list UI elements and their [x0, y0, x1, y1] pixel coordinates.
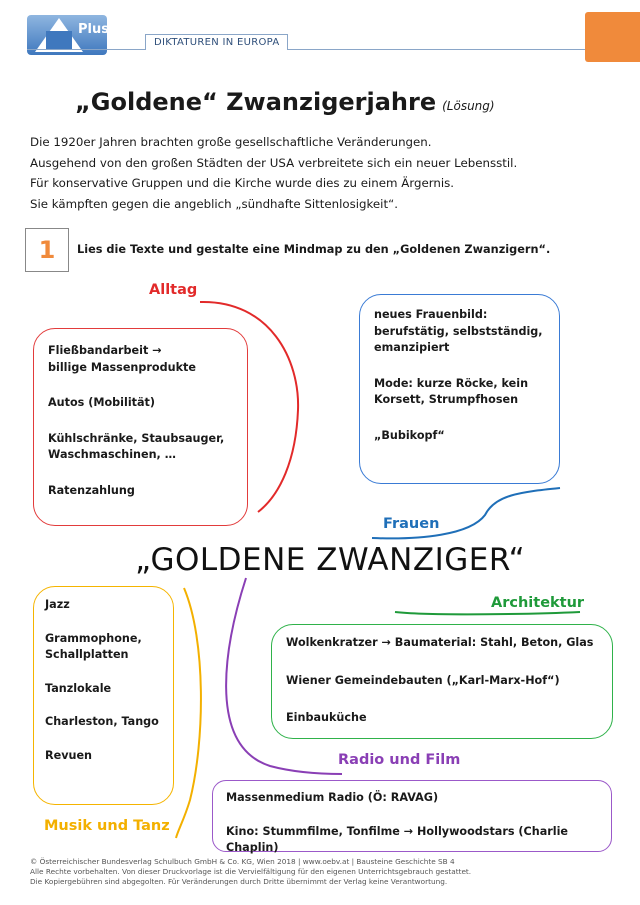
intro-line: Für konservative Gruppen und die Kirche wurde dies zu einem Ärgernis. — [30, 176, 455, 190]
task-number: 1 — [25, 228, 69, 272]
list-item: Mode: kurze Röcke, kein Korsett, Strumpfhosen — [374, 376, 529, 406]
intro-line: Die 1920er Jahren brachten große gesellschaftliche Veränderungen. — [30, 135, 432, 149]
footer-line: Die Kopiergebühren sind abgegolten. Für Veränderungen durch Dritte übernimmt der Verlag keine Verantwortung. — [30, 876, 448, 886]
alltag-box — [33, 328, 248, 526]
task-instruction: Lies die Texte und gestalte eine Mindmap zu den „Goldenen Zwanzigern“. — [77, 243, 551, 256]
list-item: Wiener Gemeindebauten („Karl-Marx-Hof“) — [286, 673, 560, 687]
branch-label-radio: Radio und Film — [338, 752, 461, 768]
list-item: Autos (Mobilität) — [48, 396, 156, 409]
footer-line: © Österreichischer Bundesverlag Schulbuch GmbH & Co. KG, Wien 2018 | www.oebv.at | Bausteine Geschichte SB 4 — [30, 857, 455, 866]
musik-connector — [176, 588, 201, 838]
branch-label-musik: Musik und Tanz — [44, 818, 170, 834]
branch-label-frauen: Frauen — [383, 516, 440, 532]
page-title-main: „Goldene“ Zwanzigerjahre — [75, 88, 437, 116]
list-item: Wolkenkratzer → Baumaterial: Stahl, Beton, Glas — [286, 636, 594, 649]
radio-film-box — [212, 780, 612, 852]
architektur-connector — [395, 612, 580, 614]
list-item: Kino: Stummfilme, Tonfilme → Hollywoodstars (Charlie Chaplin) — [226, 824, 569, 854]
footer-line: Alle Rechte vorbehalten. Von dieser Druckvorlage ist die Vervielfältigung für den eigenen Unterrichtsgebrauch gestattet. — [30, 866, 472, 876]
branch-label-architektur: Architektur — [491, 595, 585, 611]
musik-box — [33, 586, 174, 805]
architektur-box — [271, 624, 613, 739]
list-item: Grammophone, Schallplatten — [45, 631, 142, 661]
mindmap-center-title: „GOLDENE ZWANZIGER“ — [135, 542, 526, 578]
list-item: Charleston, Tango — [45, 715, 159, 728]
list-item: Kühlschränke, Staubsauger, Waschmaschinen, … — [48, 431, 225, 461]
list-item: Massenmedium Radio (Ö: RAVAG) — [226, 791, 439, 804]
list-item: „Bubikopf“ — [374, 428, 445, 442]
list-item: Revuen — [45, 748, 93, 762]
frauen-box — [359, 294, 560, 484]
intro-line: Ausgehend von den großen Städten der USA verbreitete sich ein neuer Lebensstil. — [30, 155, 518, 170]
list-item: Tanzlokale — [45, 681, 112, 695]
list-item: Einbauküche — [286, 711, 367, 724]
list-item: Fließbandarbeit → billige Massenprodukte — [48, 344, 196, 374]
footer-copyright — [30, 857, 620, 886]
list-item: neues Frauenbild: berufstätig, selbstständig, emanzipiert — [374, 308, 543, 354]
series-label: DIKTATUREN IN EUROPA — [145, 34, 288, 50]
list-item: Ratenzahlung — [48, 483, 135, 497]
logo-text: Plus — [78, 22, 109, 37]
page-title-subtitle: (Lösung) — [442, 99, 495, 113]
branch-label-alltag: Alltag — [149, 282, 198, 298]
intro-line: Sie kämpften gegen die angeblich „sündhafte Sittenlosigkeit“. — [30, 196, 398, 211]
list-item: Jazz — [45, 598, 70, 611]
